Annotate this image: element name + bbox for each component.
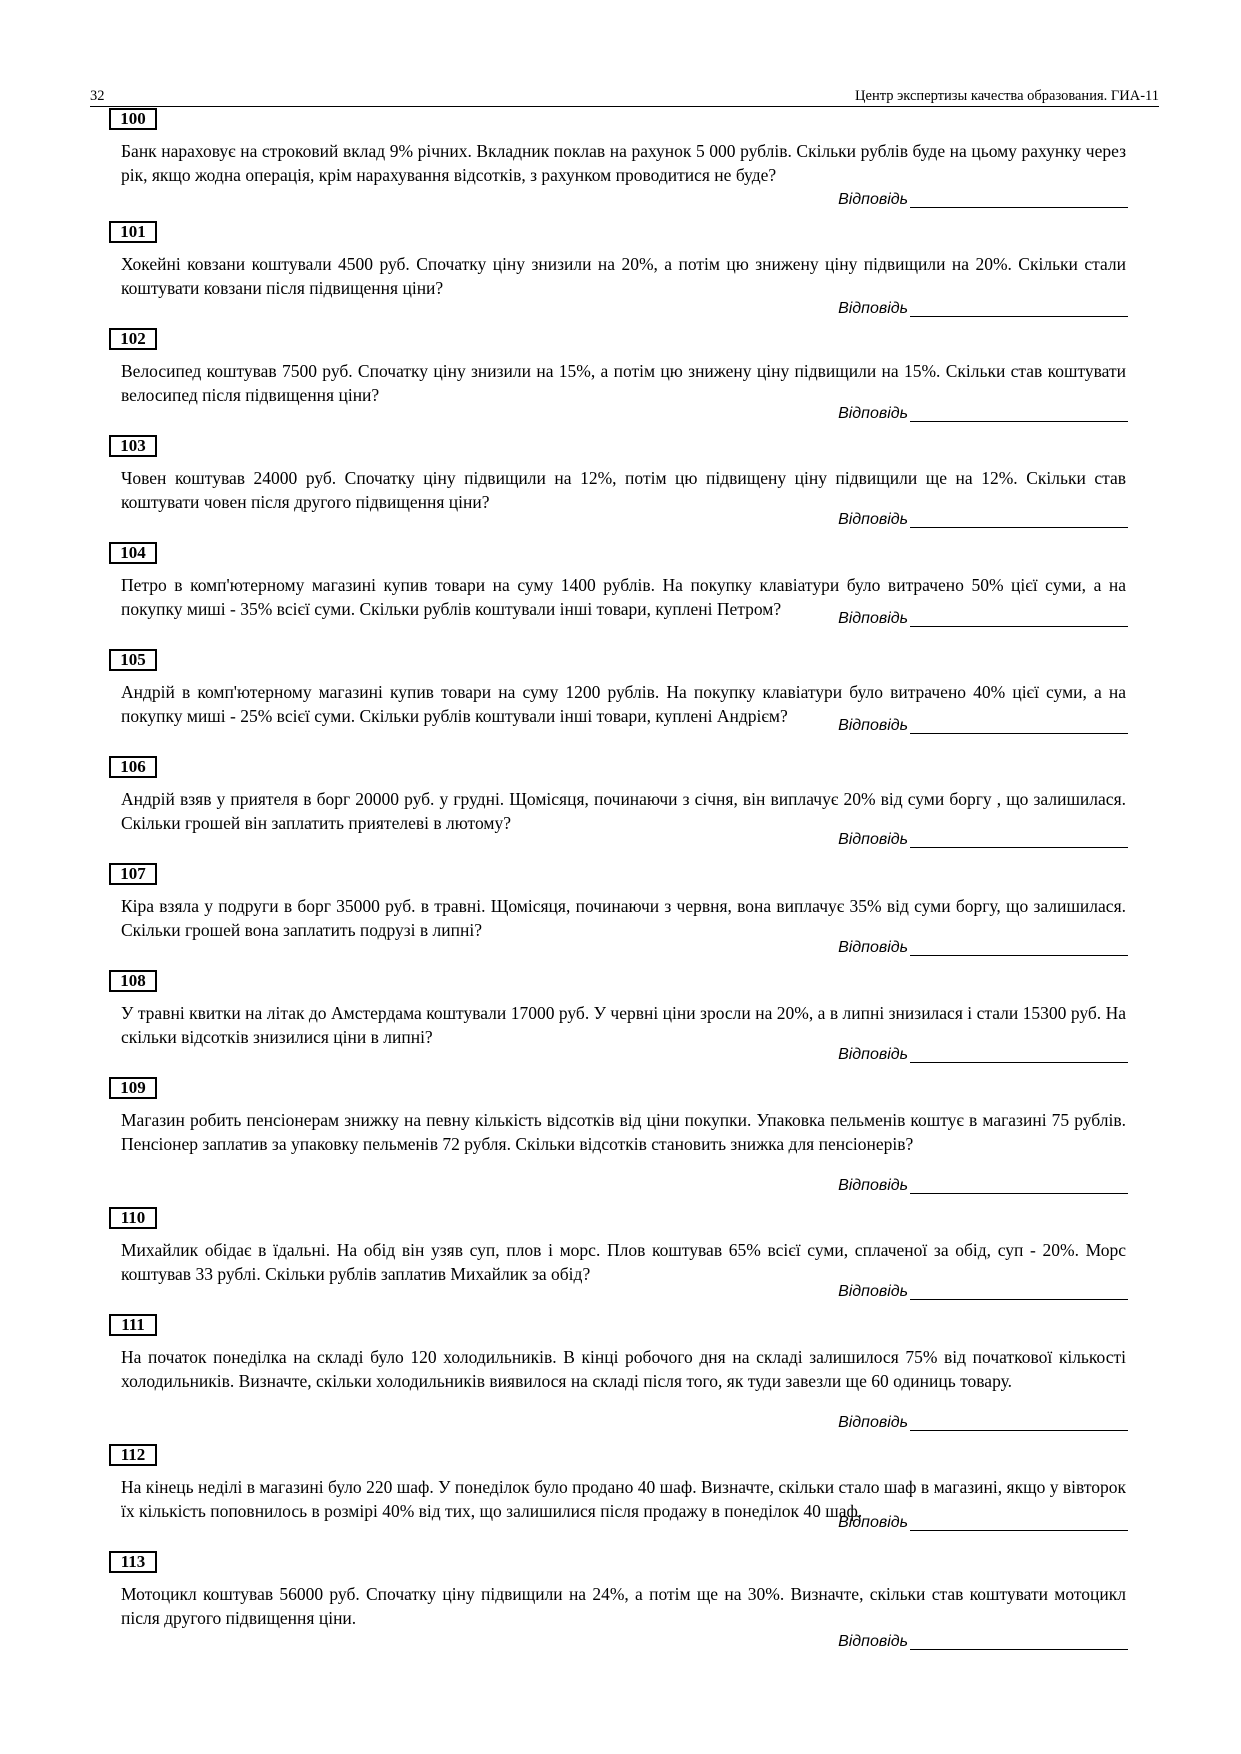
answer-field[interactable] [838,189,1128,209]
problem-number: 108 [109,970,157,992]
problem-number: 105 [109,649,157,671]
answer-label: Відповідь [838,1514,908,1531]
problem-number: 107 [109,863,157,885]
problem-text: Андрій в комп'ютерному магазині купив товари на суму 1200 рублів. На покупку клавіатури було витрачено 40% цієї суми, а на покупку миші - 25% всієї суми. Скільки рублів коштували інші товари, куплені Андрієм? [121,682,1126,726]
problem-text: Велосипед коштував 7500 руб. Спочатку ціну знизили на 15%, а потім цю знижену ціну підвищили на 15%. Скільки став коштувати велосипед після підвищення ціни? [121,361,1126,405]
answer-label: Відповідь [838,1414,908,1431]
problem-number: 111 [109,1314,157,1336]
answer-label: Відповідь [838,191,908,208]
answer-field[interactable] [838,1175,1128,1195]
answer-field[interactable] [838,509,1128,529]
answer-line[interactable] [910,1299,1128,1300]
problem-number: 110 [109,1207,157,1229]
answer-label: Відповідь [838,1046,908,1063]
answer-label: Відповідь [838,1177,908,1194]
problem-number: 112 [109,1444,157,1466]
problem-text: Петро в комп'ютерному магазині купив товари на суму 1400 рублів. На покупку клавіатури було витрачено 50% цієї суми, а на покупку миші - 35% всієї суми. Скільки рублів коштували інші товари, куплені Петром? [121,575,1126,619]
problem-number: 113 [109,1551,157,1573]
answer-line[interactable] [910,1649,1128,1650]
answer-field[interactable] [838,1044,1128,1064]
problem-text: Мотоцикл коштував 56000 руб. Спочатку ціну підвищили на 24%, а потім ще на 30%. Визначте, скільки став коштувати мотоцикл після другого підвищення ціни. [121,1584,1126,1628]
header-title: Центр экспертизы качества образования. ГИА-11 [855,88,1159,104]
problem-number: 106 [109,756,157,778]
answer-label: Відповідь [838,1633,908,1650]
problem-number: 100 [109,108,157,130]
answer-line[interactable] [910,527,1128,528]
answer-field[interactable] [838,608,1128,628]
answer-line[interactable] [910,207,1128,208]
problem-number: 102 [109,328,157,350]
problem-text: На початок понеділка на складі було 120 холодильників. В кінці робочого дня на складі залишилося 75% від початкової кількості холодильників. Визначте, скільки холодильників виявилося на складі після того, як туди завезли ще 60 одиниць товару. [121,1347,1126,1391]
problem-text: Хокейні ковзани коштували 4500 руб. Спочатку ціну знизили на 20%, а потім цю знижену ціну підвищили на 20%. Скільки стали коштувати ковзани після підвищення ціни? [121,254,1126,298]
problem-text: Магазин робить пенсіонерам знижку на певну кількість відсотків від ціни покупки. Упаковка пельменів коштує в магазині 75 рублів. Пенсіонер заплатив за упаковку пельменів 72 рубля. Скільки відсотків становить знижка для пенсіонерів? [121,1110,1126,1154]
problem-text: Андрій взяв у приятеля в борг 20000 руб. у грудні. Щомісяця, починаючи з січня, він виплачує 20% від суми боргу , що залишилася. Скільки грошей він заплатить приятелеві в лютому? [121,789,1126,833]
problem-text: Банк нараховує на строковий вклад 9% річних. Вкладник поклав на рахунок 5 000 рублів. Скільки рублів буде на цьому рахунку через рік, якщо жодна операція, крім нарахування відсотків, з рахунком проводитися не буде? [121,141,1126,185]
answer-line[interactable] [910,733,1128,734]
answer-line[interactable] [910,421,1128,422]
page-header [90,88,1159,107]
answer-field[interactable] [838,1281,1128,1301]
answer-field[interactable] [838,298,1128,318]
problem-text: Кіра взяла у подруги в борг 35000 руб. в травні. Щомісяця, починаючи з червня, вона виплачує 35% від суми боргу, що залишилася. Скільки грошей вона заплатить подрузі в липні? [121,896,1126,940]
answer-line[interactable] [910,847,1128,848]
answer-field[interactable] [838,829,1128,849]
answer-field[interactable] [838,937,1128,957]
answer-label: Відповідь [838,511,908,528]
answer-label: Відповідь [838,831,908,848]
answer-field[interactable] [838,1512,1128,1532]
answer-line[interactable] [910,1430,1128,1431]
answer-label: Відповідь [838,405,908,422]
answer-field[interactable] [838,715,1128,735]
answer-line[interactable] [910,955,1128,956]
answer-line[interactable] [910,1062,1128,1063]
problem-number: 103 [109,435,157,457]
answer-line[interactable] [910,1193,1128,1194]
answer-label: Відповідь [838,939,908,956]
answer-label: Відповідь [838,610,908,627]
answer-field[interactable] [838,1631,1128,1651]
answer-line[interactable] [910,316,1128,317]
problem-text: На кінець неділі в магазині було 220 шаф. У понеділок було продано 40 шаф. Визначте, скільки стало шаф в магазині, якщо у вівторок їх кількість поповнилось в розмірі 40% від тих, що залишилися після продажу в понеділок 40 шаф. [121,1477,1126,1521]
problem-text: Човен коштував 24000 руб. Спочатку ціну підвищили на 12%, потім цю підвищену ціну підвищили ще на 12%. Скільки став коштувати човен після другого підвищення ціни? [121,468,1126,512]
problem-number: 101 [109,221,157,243]
answer-field[interactable] [838,1412,1128,1432]
problem-text: Михайлик обідає в їдальні. На обід він узяв суп, плов і морс. Плов коштував 65% всієї суми, сплаченої за обід, суп - 20%. Морс коштував 33 рублі. Скільки рублів заплатив Михайлик за обід? [121,1240,1126,1284]
answer-label: Відповідь [838,1283,908,1300]
answer-field[interactable] [838,403,1128,423]
problem-number: 104 [109,542,157,564]
answer-line[interactable] [910,1530,1128,1531]
answer-line[interactable] [910,626,1128,627]
problem-number: 109 [109,1077,157,1099]
answer-label: Відповідь [838,300,908,317]
answer-label: Відповідь [838,717,908,734]
page-number: 32 [90,88,105,104]
problem-text: У травні квитки на літак до Амстердама коштували 17000 руб. У червні ціни зросли на 20%, а в липні знизилася і стали 15300 руб. На скільки відсотків знизилися ціни в липні? [121,1003,1126,1047]
